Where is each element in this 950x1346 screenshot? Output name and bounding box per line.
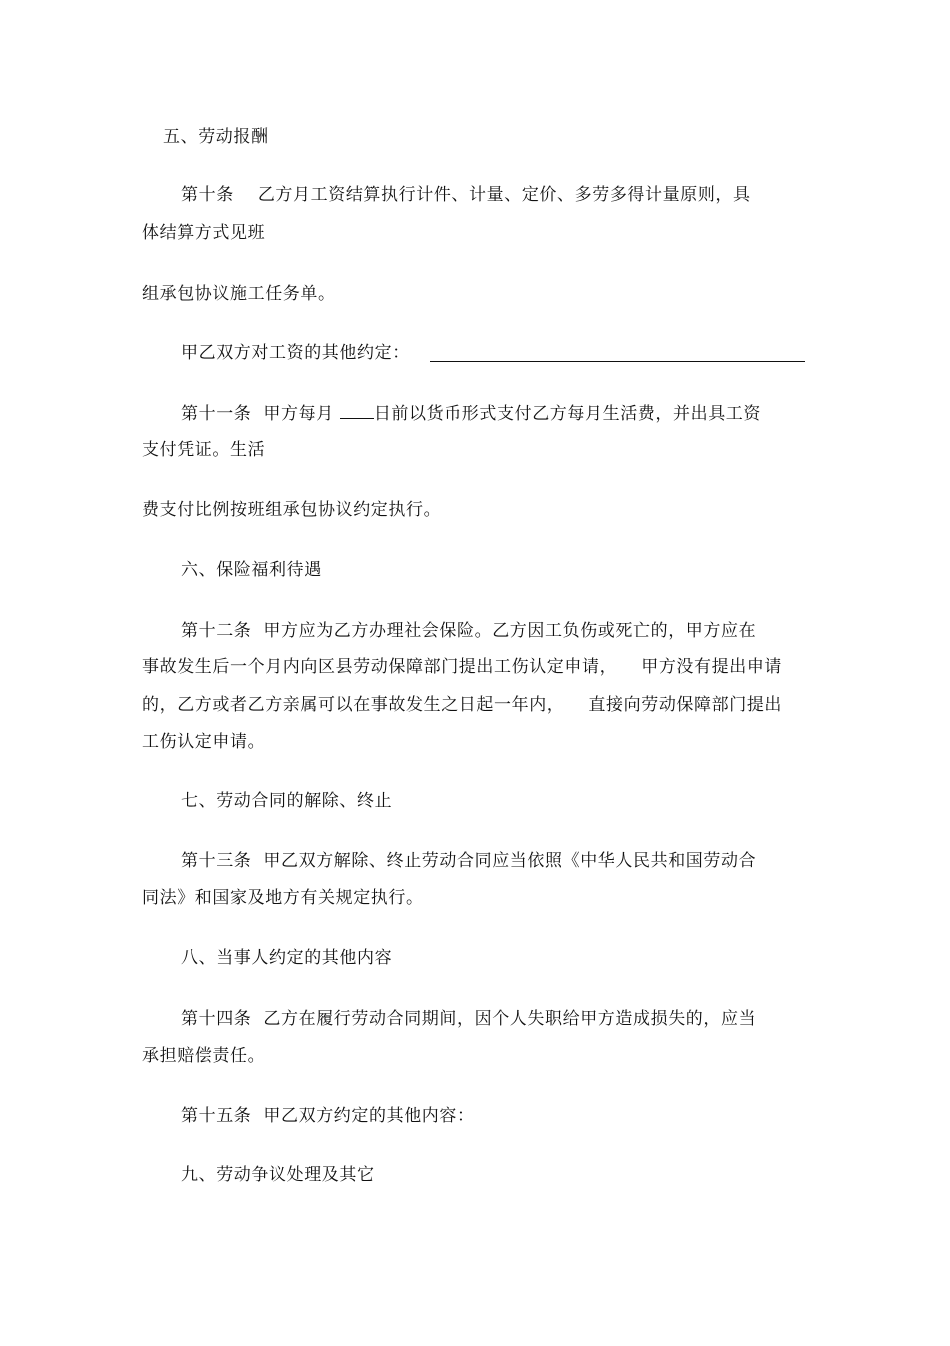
article-11-line-1-end: 日前以货币形式支付乙方每月生活费，并出具工资 xyxy=(373,404,762,424)
article-11-line-1-start: 第十一条 甲方每月 xyxy=(181,404,340,424)
article-10-line-1: 第十条 乙方月工资结算执行计件、计量、定价、多劳多得计量原则，具 xyxy=(181,185,751,205)
section-heading-7: 七、劳动合同的解除、终止 xyxy=(181,791,393,811)
article-11-line-1 xyxy=(181,402,761,425)
article-12-line-2: 事故发生后一个月内向区县劳动保障部门提出工伤认定申请， 甲方没有提出申请 xyxy=(142,657,783,677)
section-heading-9: 九、劳动争议处理及其它 xyxy=(181,1165,375,1185)
article-11-line-3: 费支付比例按班组承包协议约定执行。 xyxy=(142,500,442,520)
article-10-line-2: 体结算方式见班 xyxy=(142,223,266,243)
article-13-line-1: 第十三条 甲乙双方解除、终止劳动合同应当依照《中华人民共和国劳动合 xyxy=(181,851,757,871)
article-14-line-2: 承担赔偿责任。 xyxy=(142,1046,266,1066)
pay-day-blank xyxy=(340,402,374,419)
article-14-line-1: 第十四条 乙方在履行劳动合同期间，因个人失职给甲方造成损失的，应当 xyxy=(181,1009,757,1029)
article-12-line-1: 第十二条 甲方应为乙方办理社会保险。乙方因工负伤或死亡的，甲方应在 xyxy=(181,621,757,641)
section-heading-5: 五、劳动报酬 xyxy=(163,127,269,147)
other-wage-blank-line xyxy=(430,345,805,362)
section-heading-8: 八、当事人约定的其他内容 xyxy=(181,948,393,968)
article-15-line-1: 第十五条 甲乙双方约定的其他内容： xyxy=(181,1106,475,1126)
article-11-line-2: 支付凭证。生活 xyxy=(142,440,266,460)
article-12-line-4: 工伤认定申请。 xyxy=(142,732,266,752)
article-12-line-3: 的，乙方或者乙方亲属可以在事故发生之日起一年内， 直接向劳动保障部门提出 xyxy=(142,695,783,715)
section-heading-6: 六、保险福利待遇 xyxy=(181,560,322,580)
other-wage-agreement-label: 甲乙双方对工资的其他约定： xyxy=(181,343,410,363)
article-10-line-3: 组承包协议施工任务单。 xyxy=(142,284,336,304)
article-13-line-2: 同法》和国家及地方有关规定执行。 xyxy=(142,888,424,908)
